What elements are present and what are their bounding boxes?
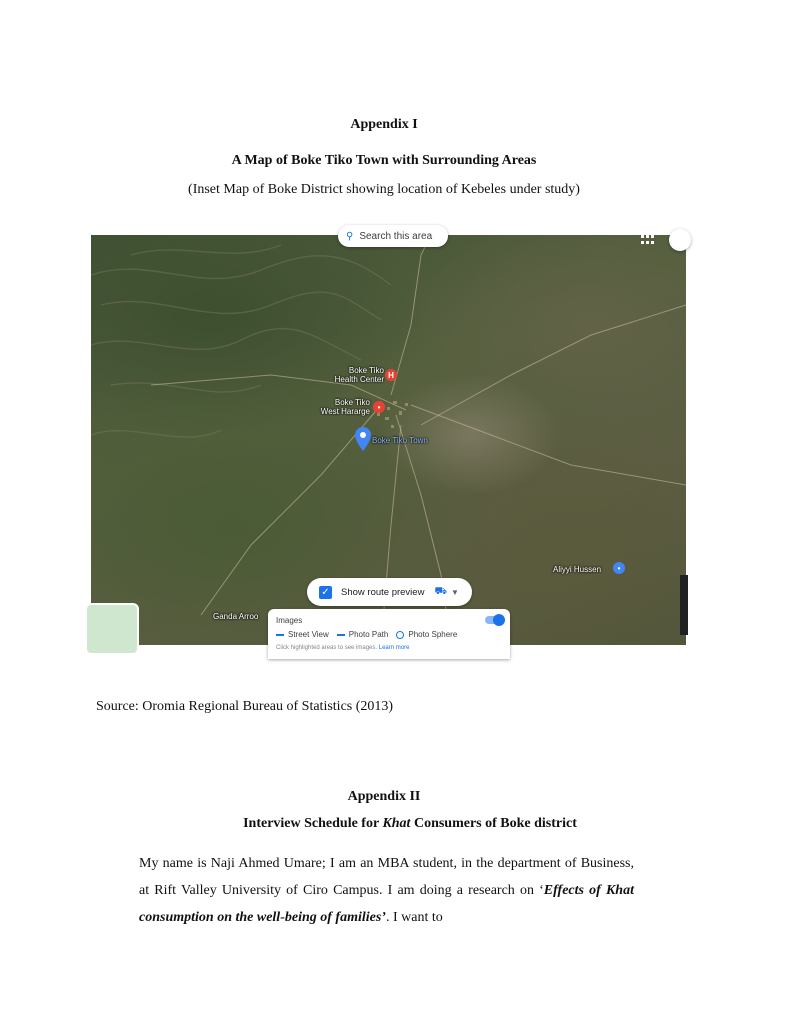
photo-sphere-icon (396, 631, 404, 639)
map-corner-button[interactable] (669, 229, 691, 251)
street-view-label: Street View (288, 630, 329, 639)
town-label[interactable]: Boke Tiko Town (372, 436, 428, 445)
learn-more-link[interactable]: Learn more (378, 645, 410, 651)
health-center-label[interactable]: Boke Tiko Health Center (334, 366, 384, 384)
apps-grid-icon[interactable] (641, 235, 657, 245)
map-image[interactable] (91, 230, 686, 651)
poi-icon[interactable]: • (373, 401, 385, 413)
images-layer-card (268, 609, 510, 659)
layers-hint: Click highlighted areas to see images. Learn more (276, 645, 410, 651)
chevron-down-icon[interactable]: ▼ (451, 587, 459, 597)
images-toggle[interactable] (485, 616, 503, 624)
search-icon: ⚲ (346, 230, 354, 242)
location-pin-icon[interactable] (355, 427, 371, 451)
map-subtitle: (Inset Map of Boke District showing location of Kebeles under study) (188, 182, 580, 197)
appendix-heading: Appendix I (350, 117, 418, 132)
west-hararge-label[interactable]: Boke Tiko West Hararge (320, 398, 370, 416)
intro-paragraph: My name is Naji Ahmed Umare; I am an MBA student, in the department of Business, at Rift Valley University of Ciro Campus. I am doing a research on ‘Effects of Khat consumption on the well-being of families’. I want to (139, 856, 634, 925)
poi-icon[interactable]: • (613, 562, 625, 574)
search-this-area-button[interactable] (338, 225, 448, 247)
aliyyi-hussen-label[interactable]: Aliyyi Hussen (553, 565, 602, 574)
search-this-area-label: Search this area (359, 230, 433, 242)
hospital-icon[interactable]: H (385, 369, 397, 381)
images-layer-title: Images (276, 616, 303, 625)
photo-path-line-icon (337, 634, 345, 636)
source-note: Source: Oromia Regional Bureau of Statistics (2013) (96, 699, 394, 714)
map-zoom-controls[interactable] (680, 575, 688, 635)
street-view-line-icon (276, 634, 284, 636)
show-route-preview-button[interactable] (307, 578, 472, 606)
car-icon[interactable]: ⛟ (434, 585, 448, 597)
photo-path-label: Photo Path (348, 630, 389, 639)
route-preview-label: Show route preview (341, 586, 425, 598)
photo-sphere-label: Photo Sphere (408, 630, 458, 639)
appendix-ii-heading: Appendix II (347, 789, 421, 804)
minimap-thumbnail[interactable] (85, 603, 139, 655)
map-title: A Map of Boke Tiko Town with Surrounding Areas (231, 153, 537, 168)
checkbox-icon[interactable]: ✓ (319, 586, 332, 599)
ganda-arroo-label[interactable]: Ganda Arroo (213, 612, 259, 621)
interview-schedule-title: Interview Schedule for Khat Consumers of Boke district (243, 816, 577, 831)
